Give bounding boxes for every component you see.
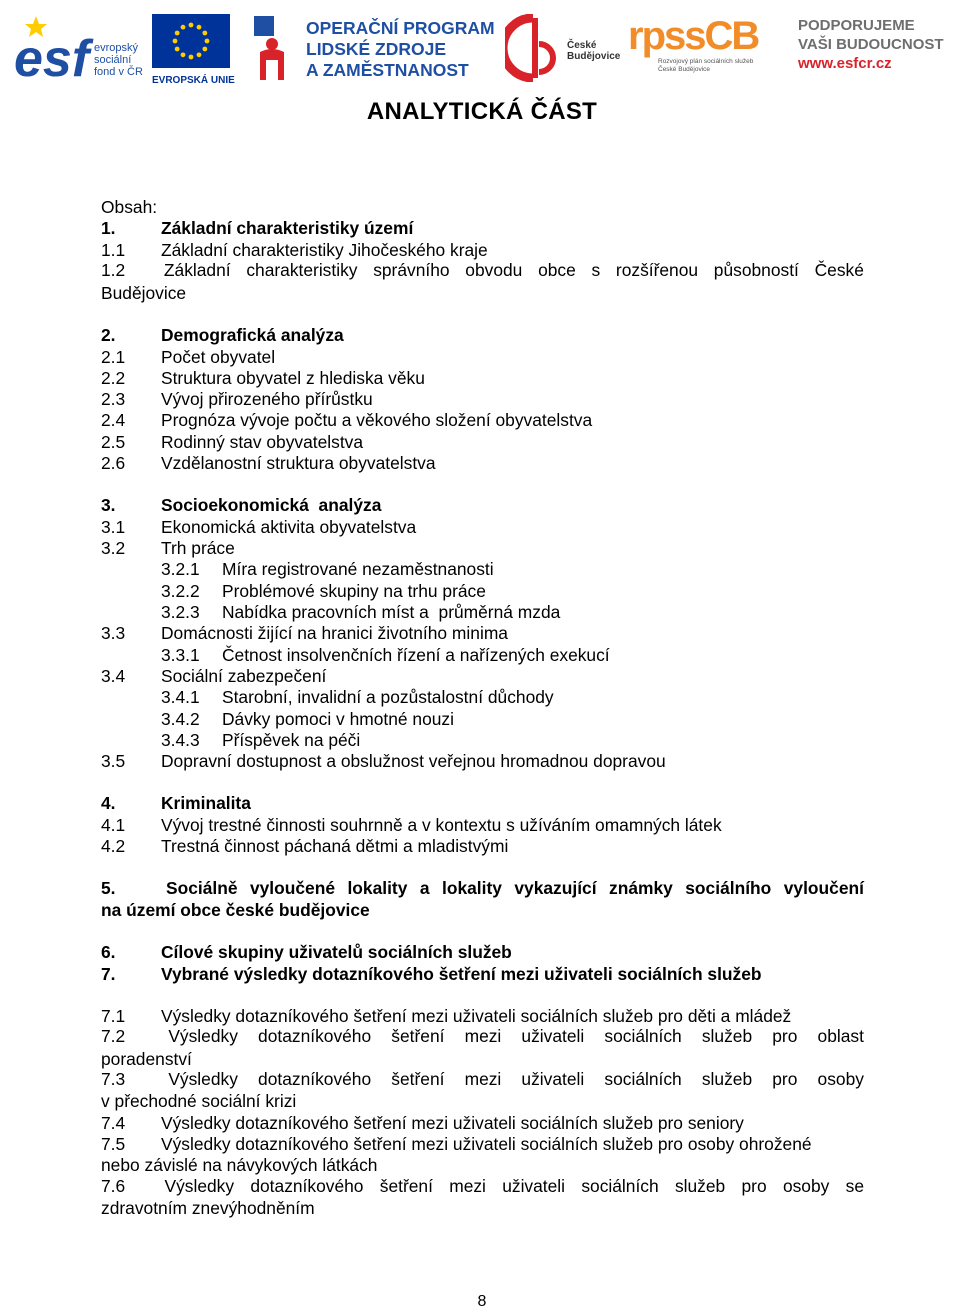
toc-word: šetření [379,1176,433,1196]
toc-item-2-5 [101,431,864,453]
toc-word: sociálních [581,1176,659,1196]
toc-num: 6. [101,942,116,962]
toc-text: Kriminalita [161,793,251,813]
toc-text: Vzdělanostní struktura obyvatelstva [161,453,436,473]
toc-text: Cílové skupiny uživatelů sociálních služeb [161,942,512,962]
toc-text: Socioekonomická analýza [161,495,382,515]
rpss-sub-2: České Budějovice [658,66,711,73]
toc-num: 3.4.1 [161,687,200,707]
toc-text: Vybrané výsledky dotazníkového šetření mezi uživateli sociálních služeb [161,964,762,984]
toc-item-3-2 [101,537,864,559]
support-line-2: VAŠI BUDOUCNOST [798,36,944,53]
toc-word: vyloučení [783,878,864,898]
eu-star-icon [181,52,186,57]
toc-num: 7.4 [101,1113,126,1133]
svg-text:esf: esf [14,30,90,84]
toc-item-3-3-1 [101,644,864,666]
toc-item-2-4 [101,409,864,431]
rpss-logo [628,14,773,84]
toc-num: 2.3 [101,389,126,409]
toc-item-7-2-cont: poradenství [101,1049,192,1069]
toc-word: charakteristiky [246,260,358,280]
eu-star-icon [202,31,207,36]
toc-item-7-6 [101,1176,864,1197]
toc-word: služeb [674,1176,726,1196]
toc-item-3-2-1 [101,558,864,580]
toc-word: šetření [391,1069,445,1089]
toc-item-6 [101,941,864,963]
toc-item-3-4-2 [101,708,864,730]
toc-word: vyloučené [249,878,336,898]
toc-num: 3.5 [101,751,126,771]
toc-num: 2.4 [101,410,126,430]
toc-text: Základní charakteristiky území [161,218,414,238]
toc-text: Problémové skupiny na trhu práce [222,581,486,601]
toc-num: 3.1 [101,517,126,537]
toc-text: Starobní, invalidní a pozůstalostní důchody [222,687,554,707]
eu-star-icon [181,25,186,30]
toc-item-4 [101,792,864,814]
toc-word: s rozšířenou [591,260,699,280]
toc-heading: Obsah: [101,197,158,217]
toc-num: 7.5 [101,1134,126,1154]
toc-item-5 [101,878,864,899]
toc-text: Demografická analýza [161,325,344,345]
toc-text: Výsledky dotazníkového šetření mezi uživateli sociálních služeb pro osoby ohrožené [161,1134,812,1154]
toc-word: známky [609,878,673,898]
toc-num: 2. [101,325,116,345]
support-line-1: PODPORUJEME [798,17,915,34]
toc-word: Výsledky [168,1069,238,1089]
toc-word: mezi [464,1069,502,1089]
toc-num: 3. [101,495,116,515]
toc-text: Vývoj trestné činnosti souhrnně a v kontextu s užíváním omamných látek [161,815,722,835]
toc-item-3-2-2 [101,580,864,602]
toc-word: obce [538,260,576,280]
toc-num: 7.2 [101,1026,126,1046]
toc-text: Počet obyvatel [161,347,276,367]
op-line-1: OPERAČNÍ PROGRAM [306,18,495,38]
toc-word: vykazující [514,878,597,898]
toc-word: mezi [464,1026,502,1046]
toc-item-2-6 [101,452,864,474]
toc-item-3-3 [101,622,864,644]
toc-num: 3.3 [101,623,126,643]
toc-word: osoby [817,1069,864,1089]
toc-item-7-3-cont: v přechodné sociální krizi [101,1091,297,1111]
toc-word: uživateli [521,1069,585,1089]
toc-num: 2.6 [101,453,126,473]
toc-text: Míra registrované nezaměstnanosti [222,559,494,579]
toc-word: sociálních [604,1069,682,1089]
toc-word: uživateli [521,1026,585,1046]
toc-word: mezi [449,1176,486,1196]
toc-num: 2.5 [101,432,126,452]
op-figure-icon [252,16,298,82]
toc-num: 1.1 [101,240,126,260]
toc-text: Výsledky dotazníkového šetření mezi uživateli sociálních služeb pro seniory [161,1113,744,1133]
toc-word: lokality [347,878,408,898]
toc-word: správního [373,260,450,280]
toc-num: 2.1 [101,347,126,367]
toc-num: 7.6 [101,1176,126,1196]
toc-num: 7.3 [101,1069,126,1089]
toc-word: oblast [817,1026,864,1046]
toc-item-7-6-cont: zdravotním znevýhodněním [101,1198,315,1218]
toc-text: Trestná činnost páchaná dětmi a mladistvými [161,836,509,856]
toc-text: Sociální zabezpečení [161,666,327,686]
toc-num: 3.2.2 [161,581,200,601]
op-line-3: A ZAMĚSTNANOST [306,60,469,80]
toc-item-2-3 [101,388,864,410]
toc-num: 4.2 [101,836,126,856]
toc-word: služeb [701,1069,753,1089]
eu-star-icon [197,52,202,57]
toc-item-7-3 [101,1069,864,1090]
eu-star-icon [202,47,207,52]
eu-label: EVROPSKÁ UNIE [152,75,235,86]
toc-word: pro [772,1026,798,1046]
toc-item-3-4-1 [101,686,864,708]
toc-word: Výsledky [168,1026,238,1046]
toc-text: Četnost insolvenčních řízení a nařízených exekucí [222,645,610,665]
toc-item-7-2 [101,1026,864,1047]
toc-word: a [419,878,430,898]
toc-item-2 [101,324,864,346]
toc-word: České [814,260,864,280]
toc-text: Příspěvek na péči [222,730,361,750]
toc-item-7-4 [101,1112,864,1134]
toc-text: Domácnosti žijící na hranici životního minima [161,623,508,643]
toc-num: 7.1 [101,1006,126,1026]
toc-item-1-2-cont: Budějovice [101,283,187,303]
toc-word: dotazníkového [250,1176,364,1196]
toc-item-1 [101,217,864,239]
toc-item-1-2 [101,260,864,281]
toc-item-3-1 [101,516,864,538]
toc-num: 3.3.1 [161,645,200,665]
toc-word: sociálních [604,1026,682,1046]
toc-item-3-2-3 [101,601,864,623]
support-url: www.esfcr.cz [798,55,892,72]
toc-item-3-4-3 [101,729,864,751]
toc-word: obvodu [465,260,523,280]
toc-word: lokality [441,878,502,898]
toc-item-7-5-cont: nebo závislé na návykových látkách [101,1155,378,1175]
cb-text-1: České [567,40,597,51]
toc-num: 1. [101,218,116,238]
toc-word: sociálního [685,878,772,898]
toc-num: 3.2 [101,538,126,558]
header-logos [0,0,960,90]
toc-item-5-cont: na území obce české budějovice [101,900,370,920]
eu-star-icon [189,23,194,28]
toc-word: Základní [163,260,231,280]
toc-text: Výsledky dotazníkového šetření mezi uživateli sociálních služeb pro děti a mládež [161,1006,792,1026]
cb-text-2: Budějovice [567,51,621,62]
eu-flag-icon [152,14,230,68]
toc-word: osoby [782,1176,830,1196]
toc-word: Sociálně [165,878,238,898]
toc-num: 5. [101,878,116,898]
toc-num: 3.4 [101,666,126,686]
esf-text-1: evropský [94,42,139,54]
toc-num: 3.2.3 [161,602,200,622]
op-line-2: LIDSKÉ ZDROJE [306,39,447,59]
toc-word: pro [772,1069,798,1089]
toc-item-3-4 [101,665,864,687]
eu-star-icon [175,47,180,52]
eu-star-icon [189,55,194,60]
toc-item-7 [101,963,864,985]
toc-item-7-5 [101,1133,864,1155]
toc-text: Ekonomická aktivita obyvatelstva [161,517,417,537]
support-logo [798,16,956,82]
toc-text: Prognóza vývoje počtu a věkového složení obyvatelstva [161,410,593,430]
toc-word: služeb [701,1026,753,1046]
toc-word: působností [713,260,799,280]
toc-text: Základní charakteristiky Jihočeského kraje [161,240,488,260]
toc-num: 3.2.1 [161,559,200,579]
toc-num: 4. [101,793,116,813]
toc-num: 7. [101,964,116,984]
toc-word: uživateli [502,1176,566,1196]
op-logo [252,16,495,84]
toc-word: pro [741,1176,767,1196]
toc-item-3-5 [101,750,864,772]
toc-text: Struktura obyvatel z hlediska věku [161,368,425,388]
toc-text: Nabídka pracovních míst a průměrná mzda [222,602,561,622]
toc-word: se [845,1176,864,1196]
eu-star-icon [175,31,180,36]
toc-word: šetření [391,1026,445,1046]
toc-text: Dávky pomoci v hmotné nouzi [222,709,454,729]
toc-item-2-1 [101,346,864,368]
toc-num: 1.2 [101,260,126,280]
toc-num: 2.2 [101,368,126,388]
toc-item-2-2 [101,367,864,389]
toc-num: 3.4.2 [161,709,200,729]
cb-logo [505,14,621,84]
toc-item-4-1 [101,814,864,836]
page-number: 8 [477,1293,487,1310]
esf-text-2: sociální [94,54,132,66]
toc-word: dotazníkového [258,1069,372,1089]
esf-logo [12,12,147,84]
eu-star-icon [173,39,178,44]
toc-item-7-1 [101,1005,864,1027]
cb-emblem-icon [505,14,563,82]
toc-text: Rodinný stav obyvatelstva [161,432,364,452]
rpss-title: rpssCB [628,14,759,58]
page-title: ANALYTICKÁ ČÁST [366,98,598,125]
toc-num: 4.1 [101,815,126,835]
toc-text: Vývoj přirozeného přírůstku [161,389,373,409]
toc-word: dotazníkového [258,1026,372,1046]
eu-star-icon [205,39,210,44]
eu-logo [152,14,234,84]
toc-text: Trh práce [161,538,235,558]
esf-text-3: fond v ČR [94,66,143,78]
eu-star-icon [197,25,202,30]
rpss-sub-1: Rozvojový plán sociálních služeb [658,58,754,65]
toc-text: Dopravní dostupnost a obslužnost veřejnou hromadnou dopravou [161,751,666,771]
toc-word: Výsledky [164,1176,235,1196]
toc-num: 3.4.3 [161,730,200,750]
toc-item-4-2 [101,835,864,857]
toc-item-1-1 [101,239,864,261]
toc-item-3 [101,494,864,516]
